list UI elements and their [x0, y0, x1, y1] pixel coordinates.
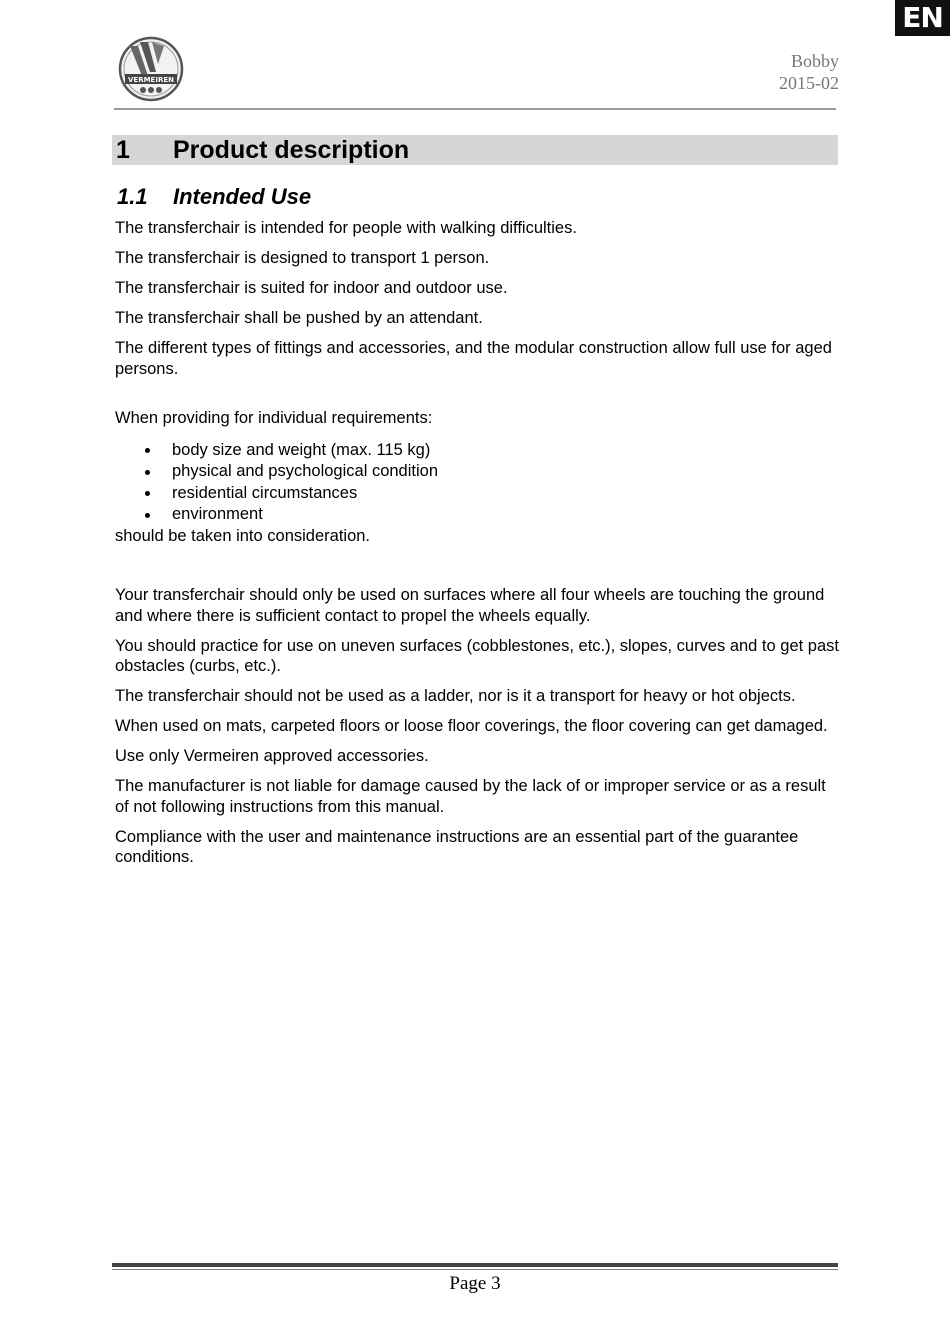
footer-divider — [112, 1263, 838, 1267]
list-item: body size and weight (max. 115 kg) — [115, 440, 840, 462]
footer-divider-thin — [112, 1269, 838, 1270]
page-number: Page 3 — [449, 1273, 501, 1294]
paragraph: Compliance with the user and maintenance instructions are an essential part of the guarantee conditions. — [115, 827, 799, 866]
paragraph: Use only Vermeiren approved accessories. — [115, 747, 429, 765]
requirements-outro: should be taken into consideration. — [115, 526, 371, 545]
list-item: residential circumstances — [115, 483, 840, 505]
subsection-title: Intended Use — [173, 184, 312, 209]
paragraph: You should practice for use on uneven surfaces (cobblestones, etc.), slopes, curves and to get past obstacles (curbs, etc.). — [115, 636, 839, 675]
section-heading — [112, 135, 838, 165]
list-item: physical and psychological condition — [115, 461, 840, 483]
header-divider — [114, 108, 836, 110]
paragraph: The transferchair is suited for indoor and outdoor use. — [115, 279, 508, 297]
product-name: Bobby — [790, 51, 839, 71]
paragraph: The transferchair shall be pushed by an attendant. — [115, 309, 483, 327]
requirements-intro: When providing for individual requirements: — [115, 409, 433, 427]
page-body — [115, 218, 840, 877]
section-title: Product description — [173, 136, 410, 164]
language-tab: EN — [895, 0, 950, 36]
subsection-number: 1.1 — [117, 184, 148, 209]
paragraph: When used on mats, carpeted floors or loose floor coverings, the floor covering can get damaged. — [115, 717, 828, 735]
bullet-icon — [145, 491, 150, 496]
document-date: 2015-02 — [779, 73, 839, 93]
document-header-meta — [779, 50, 839, 94]
bullet-icon — [145, 448, 150, 453]
logo-text: VERMEIREN — [128, 76, 174, 84]
paragraph: Your transferchair should only be used on surfaces where all four wheels are touching the ground and where there is sufficient contact to propel the wheels equally. — [115, 586, 825, 625]
bullet-icon — [145, 470, 150, 475]
list-item: environment — [115, 504, 840, 526]
paragraph: The manufacturer is not liable for damage caused by the lack of or improper service or as a result of not following instructions from this manual. — [115, 777, 826, 816]
paragraph: The different types of fittings and accessories, and the modular construction allow full use for aged persons. — [115, 339, 832, 378]
vermeiren-logo — [118, 36, 184, 102]
requirements-list — [115, 440, 840, 526]
paragraph: The transferchair is intended for people with walking difficulties. — [115, 219, 577, 237]
paragraph: The transferchair is designed to transport 1 person. — [115, 249, 490, 267]
bullet-icon — [145, 513, 150, 518]
section-number: 1 — [116, 136, 130, 164]
paragraph: The transferchair should not be used as a ladder, nor is it a transport for heavy or hot objects. — [115, 687, 796, 705]
